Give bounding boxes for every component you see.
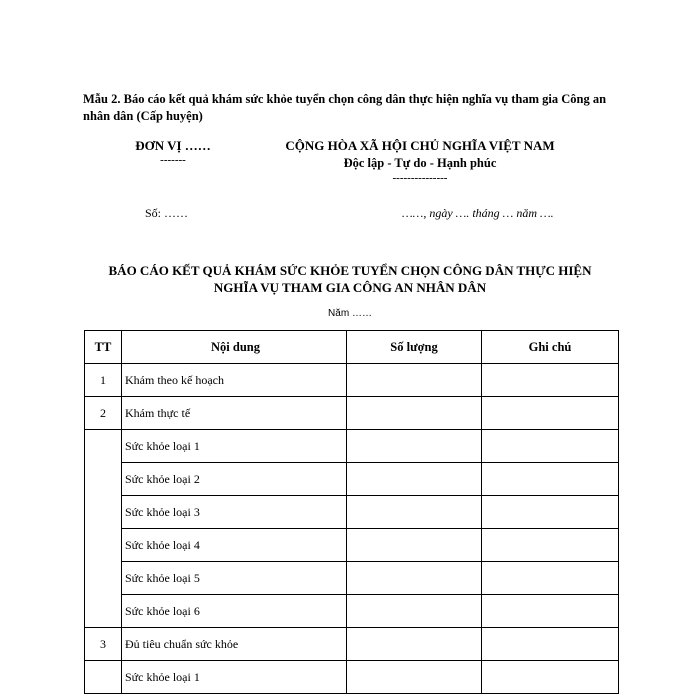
unit-divider: ------- (160, 154, 186, 166)
row-notes-cell[interactable] (482, 430, 619, 463)
row-quantity-cell[interactable] (347, 496, 482, 529)
motto-divider: --------------- (392, 172, 448, 184)
row-quantity-cell[interactable] (347, 430, 482, 463)
table-row (85, 628, 619, 661)
table-row (85, 364, 619, 397)
unit-name: ĐƠN VỊ …… (135, 138, 211, 153)
row-tt: 3 (85, 628, 122, 661)
header-notes: Ghi chú (482, 331, 619, 364)
row-content: Sức khỏe loại 3 (122, 496, 347, 529)
row-content: Đủ tiêu chuẩn sức khỏe (122, 628, 347, 661)
row-quantity-cell[interactable] (347, 661, 482, 694)
report-title (75, 262, 625, 296)
table-header-row (85, 331, 619, 364)
row-notes-cell[interactable] (482, 529, 619, 562)
table-row (85, 496, 619, 529)
form-title: Mẫu 2. Báo cáo kết quả khám sức khỏe tuyển chọn công dân thực hiện nghĩa vụ tham gia Công an nhân dân (Cấp huyện) (83, 92, 607, 123)
row-notes-cell[interactable] (482, 496, 619, 529)
header-content: Nội dung (122, 331, 347, 364)
row-content: Sức khỏe loại 4 (122, 529, 347, 562)
row-tt: 2 (85, 397, 122, 430)
row-content: Sức khỏe loại 2 (122, 463, 347, 496)
table-row (85, 463, 619, 496)
table-row (85, 562, 619, 595)
table-row (85, 529, 619, 562)
row-notes-cell[interactable] (482, 562, 619, 595)
row-quantity-cell[interactable] (347, 364, 482, 397)
row-quantity-cell[interactable] (347, 562, 482, 595)
national-title: CỘNG HÒA XÃ HỘI CHỦ NGHĨA VIỆT NAM (285, 138, 555, 153)
row-notes-cell[interactable] (482, 595, 619, 628)
row-quantity-cell[interactable] (347, 397, 482, 430)
row-content: Khám thực tế (122, 397, 347, 430)
row-tt (85, 661, 122, 694)
row-content: Sức khỏe loại 5 (122, 562, 347, 595)
row-content: Sức khỏe loại 6 (122, 595, 347, 628)
row-quantity-cell[interactable] (347, 463, 482, 496)
header-tt: TT (85, 331, 122, 364)
row-tt-group (85, 430, 122, 628)
row-quantity-cell[interactable] (347, 595, 482, 628)
table-row (85, 595, 619, 628)
row-notes-cell[interactable] (482, 661, 619, 694)
document-number: Số: …… (145, 206, 189, 220)
header-quantity: Số lượng (347, 331, 482, 364)
row-tt: 1 (85, 364, 122, 397)
row-notes-cell[interactable] (482, 463, 619, 496)
row-quantity-cell[interactable] (347, 628, 482, 661)
row-notes-cell[interactable] (482, 364, 619, 397)
row-content: Khám theo kế hoạch (122, 364, 347, 397)
table-row (85, 430, 619, 463)
table-row (85, 661, 619, 694)
table-row (85, 397, 619, 430)
row-content: Sức khỏe loại 1 (122, 430, 347, 463)
row-content: Sức khỏe loại 1 (122, 661, 347, 694)
row-notes-cell[interactable] (482, 628, 619, 661)
report-year: Năm …… (328, 308, 372, 319)
row-quantity-cell[interactable] (347, 529, 482, 562)
date-line: ……, ngày …. tháng … năm …. (402, 206, 554, 220)
report-title-line-1: BÁO CÁO KẾT QUẢ KHÁM SỨC KHỎE TUYỂN CHỌN CÔNG DÂN THỰC HIỆN (108, 263, 592, 278)
national-motto: Độc lập - Tự do - Hạnh phúc (343, 156, 497, 170)
report-title-line-2: NGHĨA VỤ THAM GIA CÔNG AN NHÂN DÂN (213, 280, 487, 295)
row-notes-cell[interactable] (482, 397, 619, 430)
report-table (84, 330, 619, 694)
